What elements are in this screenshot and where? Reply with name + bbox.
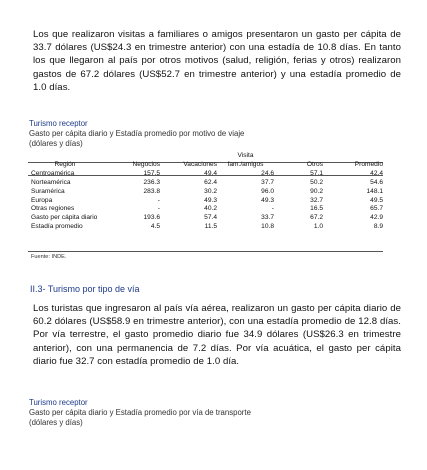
table1-caption bbox=[29, 119, 244, 149]
table-gasto-motivo bbox=[28, 152, 383, 232]
cell: 4.5 bbox=[150, 223, 160, 231]
cell: 16.5 bbox=[310, 205, 323, 213]
cell: 67.2 bbox=[310, 214, 323, 222]
table-row bbox=[28, 197, 383, 206]
paragraph-visits-friends: Los que realizaron visitas a familiares o amigos presentaron un gasto per cápita de 33.7 dólares (US$24.3 en trimestre anterior) con una estadía de 10.8 días. En tanto los que llegaron al país por otros motivos (salud, religión, ferias y otros) realizaron gastos de 67.2 dólares (US$52.7 en trimestre anterior) y una estadía promedio de 1.0 días. bbox=[33, 29, 401, 93]
table1-caption-title: Turismo receptor bbox=[29, 119, 88, 128]
cell: 148.1 bbox=[366, 187, 383, 195]
row-label: Centroamérica bbox=[31, 169, 75, 177]
row-label: Gasto per cápita diario bbox=[31, 214, 98, 222]
cell: 57.4 bbox=[204, 214, 217, 222]
cell: 50.2 bbox=[310, 178, 323, 186]
row-label: Europa bbox=[31, 196, 53, 204]
paragraph-transport: Los turistas que ingresaron al país vía aérea, realizaron un gasto per cápita diario de 60.2 dólares (US$58.9 en trimestre anterior), con una estadía promedio de 12.8 días. Por vía terrestre, el gasto promedio diario fue 34.9 dólares (US$26.3 en trimestre anterior), con una permanencia de 7.2 días. Por vía acuática, el gasto per cápita diario fue 32.7 con estadía promedio de 1.0 día. bbox=[33, 303, 401, 367]
table1-caption-subtitle: Gasto per cápita diario y Estadía promedio por motivo de viaje bbox=[29, 129, 245, 138]
table-row bbox=[28, 214, 383, 223]
cell: 54.6 bbox=[370, 178, 383, 186]
table-row bbox=[28, 170, 383, 179]
table2-caption-subtitle: Gasto per cápita diario y Estadía promedio por vía de transporte bbox=[29, 408, 251, 417]
column-header-familia: fam./amigos bbox=[227, 160, 264, 168]
cell: 30.2 bbox=[204, 187, 217, 195]
cell: 62.4 bbox=[204, 178, 217, 186]
table-row bbox=[28, 205, 383, 214]
cell: 236.3 bbox=[143, 178, 160, 186]
cell: 33.7 bbox=[261, 214, 274, 222]
cell: 42.4 bbox=[370, 169, 383, 177]
cell: 32.7 bbox=[310, 196, 323, 204]
cell: 96.0 bbox=[261, 187, 274, 195]
cell: 65.7 bbox=[370, 205, 383, 213]
cell: 57.1 bbox=[310, 169, 323, 177]
cell: 49.3 bbox=[204, 196, 217, 204]
table2-caption-title: Turismo receptor bbox=[29, 398, 88, 407]
row-label: Norteamérica bbox=[31, 178, 71, 186]
table2-caption bbox=[29, 398, 251, 428]
cell: - bbox=[157, 205, 160, 213]
cell: 37.7 bbox=[261, 178, 274, 186]
cell: - bbox=[157, 196, 160, 204]
table1-rule-bottom bbox=[28, 251, 383, 252]
cell: 40.2 bbox=[204, 205, 217, 213]
table1-source: Fuente: INDE. bbox=[31, 254, 67, 260]
column-header-promedio: Promedio bbox=[354, 160, 383, 168]
column-header-visita: Visita bbox=[237, 152, 254, 159]
table-row bbox=[28, 223, 383, 232]
cell: 90.2 bbox=[310, 187, 323, 195]
row-label: Suramérica bbox=[31, 187, 65, 195]
cell: 49.4 bbox=[204, 169, 217, 177]
cell: 10.8 bbox=[261, 223, 274, 231]
table-row bbox=[28, 179, 383, 188]
cell: 11.5 bbox=[204, 223, 217, 231]
cell: 157.5 bbox=[143, 169, 160, 177]
column-header-region: Región bbox=[54, 160, 76, 168]
section-heading: II.3- Turismo por tipo de vía bbox=[30, 284, 140, 294]
cell: 193.6 bbox=[143, 214, 160, 222]
cell: 283.8 bbox=[143, 187, 160, 195]
row-label: Estadía promedio bbox=[31, 223, 83, 231]
cell: - bbox=[271, 205, 274, 213]
cell: 8.9 bbox=[373, 223, 383, 231]
cell: 42.9 bbox=[370, 214, 383, 222]
column-header-negocios: Negocios bbox=[132, 160, 160, 168]
cell: 24.6 bbox=[261, 169, 274, 177]
cell: 49.3 bbox=[261, 196, 274, 204]
column-header-otros: Otros bbox=[306, 160, 323, 168]
cell: 49.5 bbox=[370, 196, 383, 204]
cell: 1.0 bbox=[313, 223, 323, 231]
table-row bbox=[28, 188, 383, 197]
table2-caption-units: (dólares y días) bbox=[29, 418, 83, 427]
row-label: Otras regiones bbox=[31, 205, 75, 213]
column-header-vacaciones: Vacaciones bbox=[183, 160, 217, 168]
table1-caption-units: (dólares y días) bbox=[29, 139, 83, 148]
